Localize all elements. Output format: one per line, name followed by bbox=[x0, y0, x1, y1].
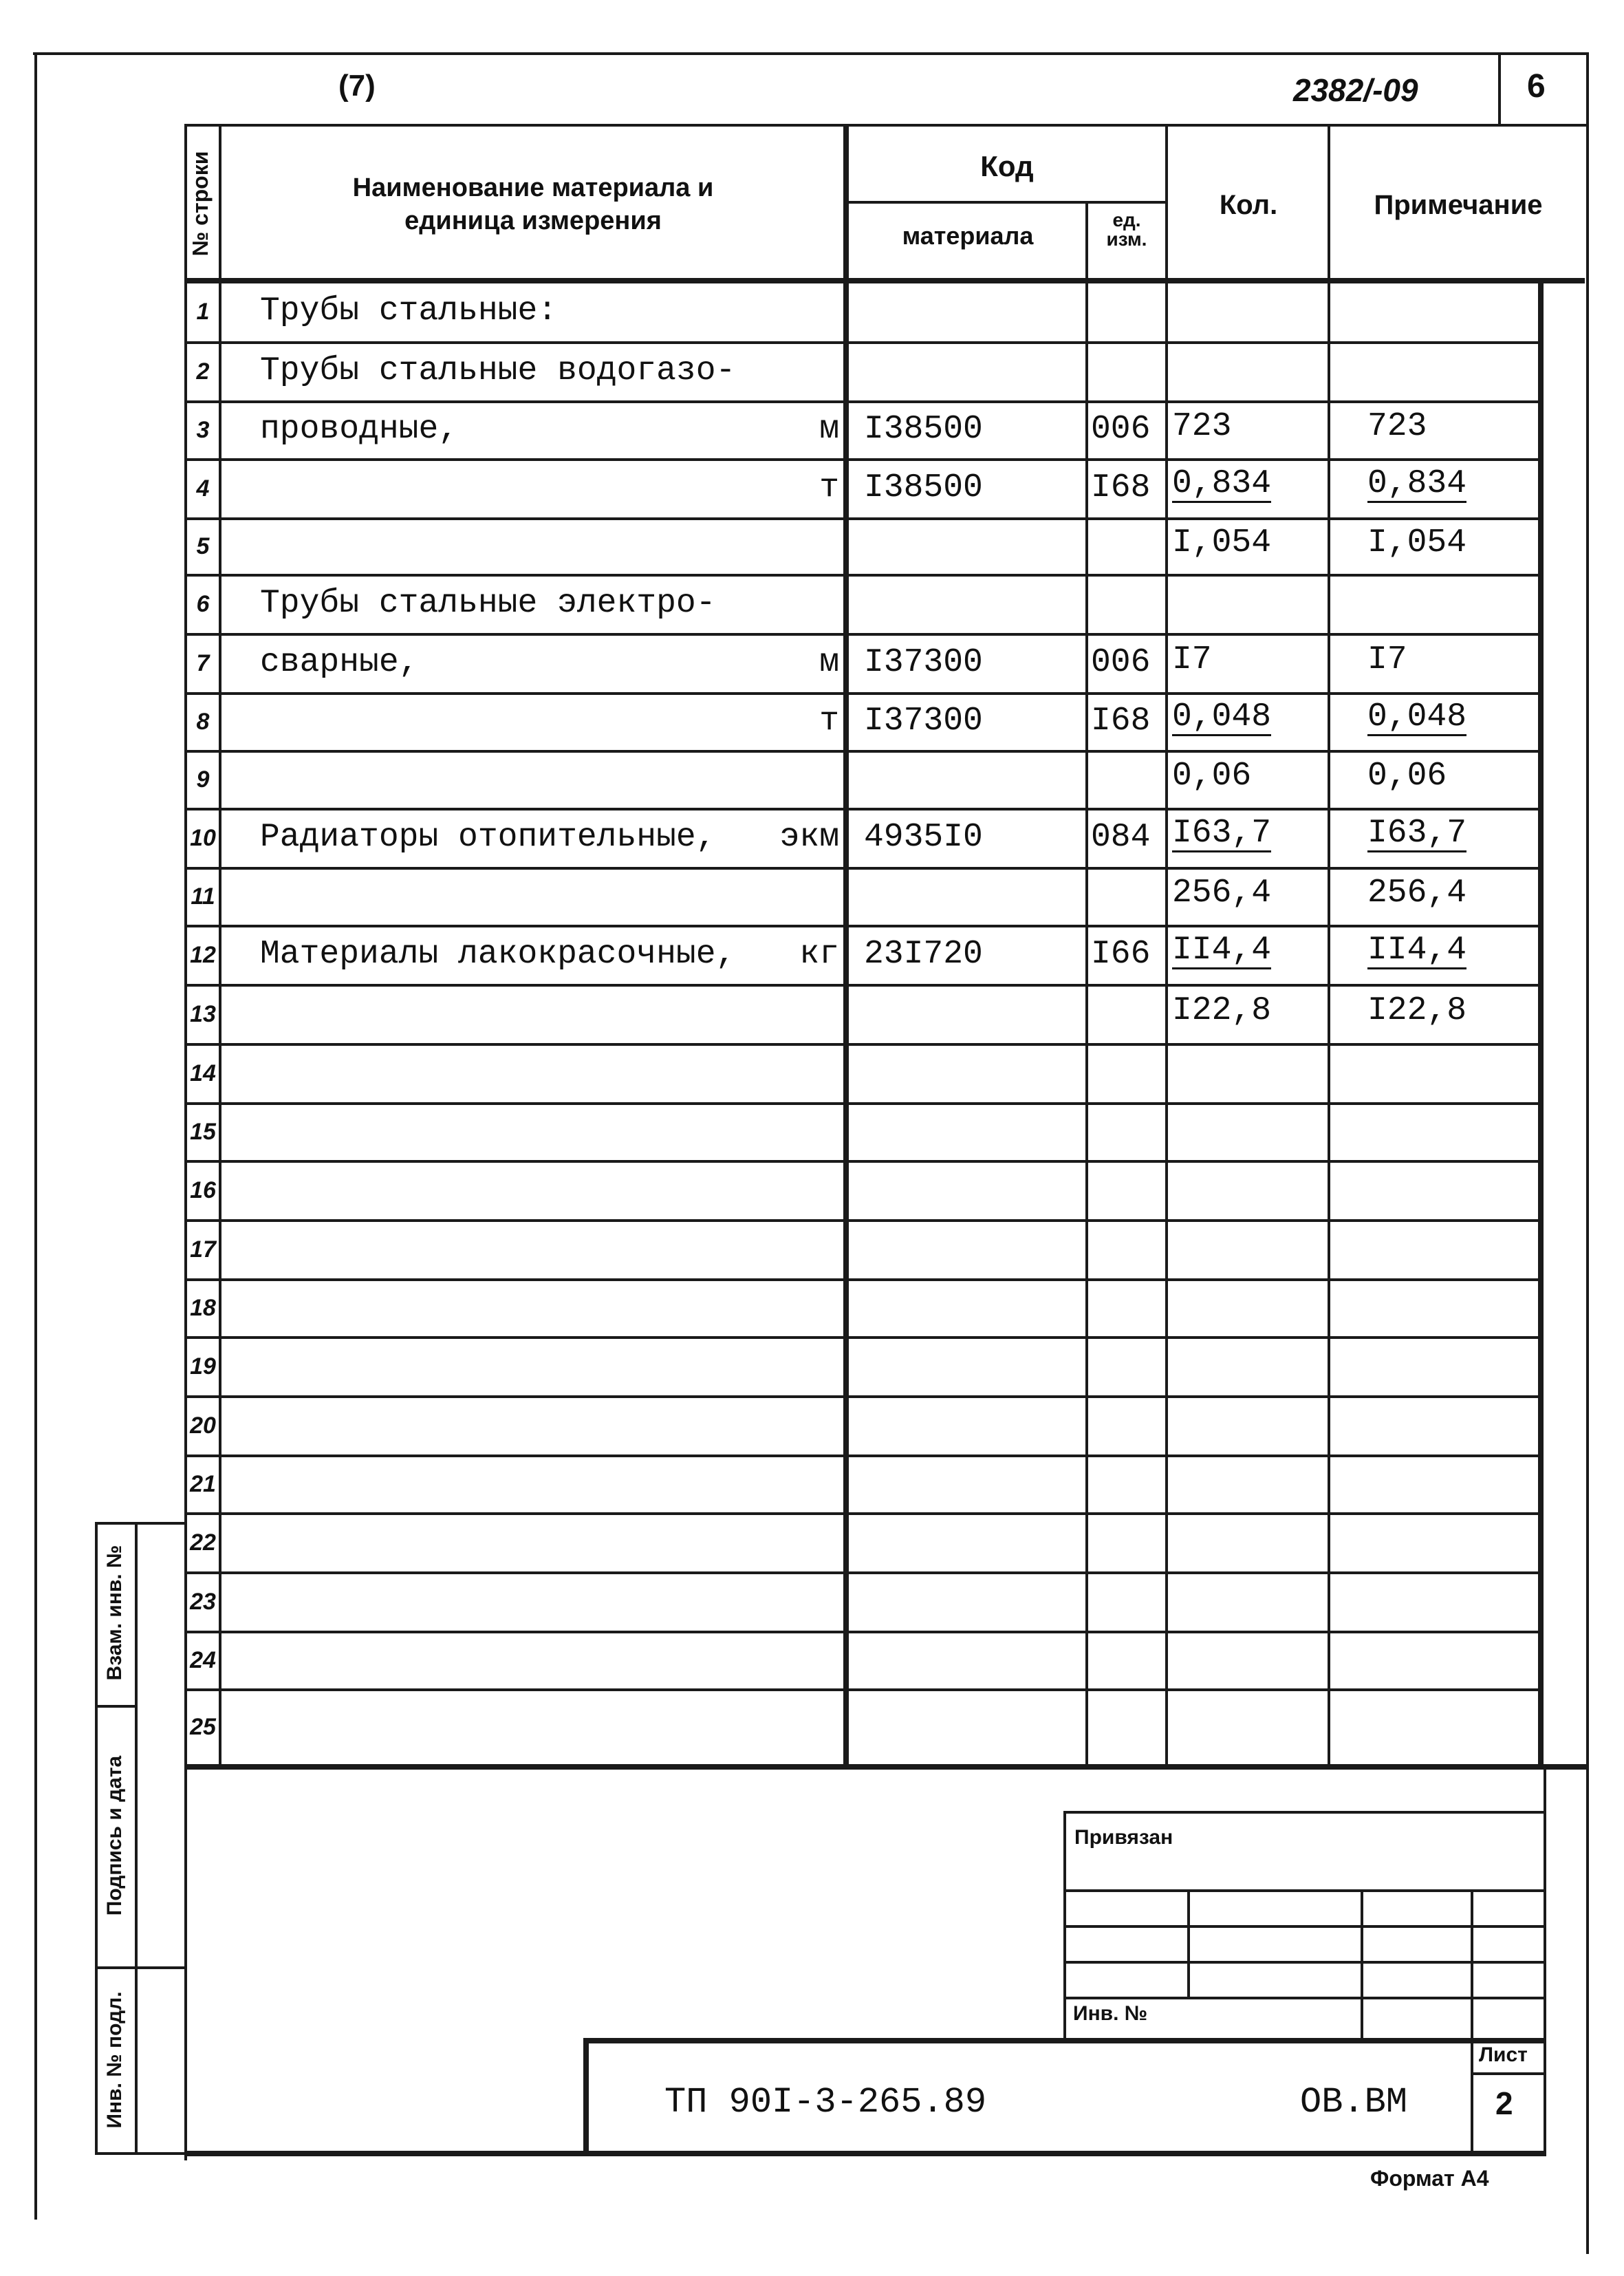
row-divider bbox=[186, 1160, 1541, 1163]
material-code: I38500 bbox=[864, 469, 983, 506]
quantity: I63,7 bbox=[1172, 815, 1272, 852]
row-number: 11 bbox=[191, 883, 215, 910]
row-divider bbox=[186, 574, 1541, 577]
unit-label: кг bbox=[799, 936, 839, 973]
note: 723 bbox=[1367, 408, 1427, 445]
name-header: Наименование материала и единица измерения bbox=[352, 173, 714, 235]
row-divider bbox=[186, 984, 1541, 987]
row-divider bbox=[186, 633, 1541, 636]
doc-mark: ОВ.ВМ bbox=[1300, 2082, 1408, 2123]
row-number: 21 bbox=[190, 1471, 216, 1497]
sheet-ref: (7) bbox=[338, 69, 376, 103]
row-divider bbox=[186, 517, 1541, 520]
quantity: II4,4 bbox=[1172, 932, 1272, 969]
list-value: 2 bbox=[1495, 2085, 1513, 2121]
note-col-left bbox=[1328, 124, 1330, 1770]
material-header: материала bbox=[902, 222, 1034, 250]
row-divider bbox=[186, 1454, 1541, 1457]
page-number-box-left bbox=[1498, 52, 1501, 127]
row-divider bbox=[186, 1512, 1541, 1515]
row-divider bbox=[186, 867, 1541, 870]
tb-col-2 bbox=[1361, 1889, 1363, 2042]
row-divider bbox=[186, 1219, 1541, 1222]
material-code: I38500 bbox=[864, 411, 983, 448]
tb-inv-no: Инв. № bbox=[1073, 2002, 1148, 2025]
unit-label: т bbox=[819, 469, 839, 506]
material-name: Трубы стальные электро- bbox=[260, 585, 716, 622]
row-number: 1 bbox=[196, 299, 210, 325]
tb-right bbox=[1544, 1768, 1546, 2155]
unit-code: I66 bbox=[1091, 936, 1151, 973]
row-number: 2 bbox=[196, 358, 210, 385]
row-number: 6 bbox=[196, 591, 210, 617]
tb-col-3 bbox=[1471, 1889, 1473, 2152]
tb-main-left bbox=[583, 2038, 589, 2155]
page-number: 6 bbox=[1527, 68, 1546, 105]
note: I22,8 bbox=[1367, 992, 1467, 1029]
doc-code: ТП 90I-3-265.89 bbox=[664, 2082, 987, 2123]
unit-label: т bbox=[819, 702, 839, 740]
row-divider bbox=[186, 692, 1541, 695]
unit-label: м bbox=[819, 644, 839, 681]
qty-header: Кол. bbox=[1219, 190, 1278, 220]
note: I,054 bbox=[1367, 524, 1467, 561]
quantity: 723 bbox=[1172, 408, 1232, 445]
row-divider bbox=[186, 1395, 1541, 1398]
unit-code: 084 bbox=[1091, 819, 1151, 856]
row-number: 16 bbox=[190, 1177, 216, 1203]
quantity: I,054 bbox=[1172, 524, 1272, 561]
unit-code: 006 bbox=[1091, 411, 1151, 448]
unit-label: экм bbox=[779, 819, 839, 856]
tb-privyazan: Привязан bbox=[1074, 1826, 1173, 1849]
table-header-bottom bbox=[184, 278, 1585, 283]
row-divider bbox=[186, 925, 1541, 927]
material-name: Материалы лакокрасочные, bbox=[260, 936, 736, 973]
quantity: 256,4 bbox=[1172, 874, 1272, 912]
note: II4,4 bbox=[1367, 932, 1467, 969]
quantity: I7 bbox=[1172, 641, 1212, 678]
note: 0,834 bbox=[1367, 465, 1467, 502]
tb-main-top bbox=[583, 2038, 1546, 2043]
row-number: 19 bbox=[190, 1353, 216, 1379]
unit-code: I68 bbox=[1091, 469, 1151, 506]
row-number: 23 bbox=[190, 1589, 216, 1615]
note: I63,7 bbox=[1367, 815, 1467, 852]
stamp-podpis-label: Подпись и дата bbox=[103, 1755, 126, 1916]
quantity: 0,834 bbox=[1172, 465, 1272, 502]
unit-code: I68 bbox=[1091, 702, 1151, 740]
row-divider bbox=[186, 1043, 1541, 1046]
row-number: 17 bbox=[190, 1236, 216, 1263]
row-divider bbox=[186, 341, 1541, 344]
row-number: 13 bbox=[190, 1001, 216, 1027]
stamp-inv-podl-label: Инв. № подл. bbox=[103, 1991, 126, 2129]
row-number: 20 bbox=[190, 1413, 216, 1439]
row-divider bbox=[186, 400, 1541, 403]
frame-left bbox=[34, 52, 37, 2220]
row-number: 24 bbox=[190, 1647, 216, 1673]
note: I7 bbox=[1367, 641, 1407, 678]
row-number: 8 bbox=[196, 709, 210, 735]
unit-label: м bbox=[819, 411, 839, 448]
tb-main-bottom bbox=[184, 2151, 1546, 2156]
format-label: Формат А4 bbox=[1370, 2166, 1489, 2191]
row-number: 4 bbox=[196, 475, 210, 502]
row-no-header: № строки bbox=[188, 151, 213, 257]
row-number: 9 bbox=[196, 766, 210, 793]
row-divider bbox=[186, 1336, 1541, 1339]
material-name: Трубы стальные водогазо- bbox=[260, 352, 736, 389]
row-divider bbox=[186, 808, 1541, 810]
rownum-col-right bbox=[219, 124, 221, 1770]
material-name: проводные, bbox=[260, 411, 459, 448]
table-top-line bbox=[184, 124, 1589, 127]
material-code: 23I720 bbox=[864, 936, 983, 973]
tb-col-1 bbox=[1187, 1889, 1190, 1999]
row-number: 10 bbox=[190, 825, 216, 851]
quantity: 0,048 bbox=[1172, 698, 1272, 736]
row-number: 22 bbox=[190, 1529, 216, 1556]
row-number: 14 bbox=[190, 1060, 216, 1086]
stamp-inner-col bbox=[135, 1522, 138, 2155]
row-divider bbox=[186, 458, 1541, 461]
note-header: Примечание bbox=[1374, 190, 1543, 220]
row-divider bbox=[186, 1278, 1541, 1281]
material-name: Радиаторы отопительные, bbox=[260, 819, 716, 856]
quantity: 0,06 bbox=[1172, 758, 1252, 795]
row-divider bbox=[186, 1102, 1541, 1105]
row-divider bbox=[186, 1571, 1541, 1574]
table-bottom bbox=[184, 1764, 1589, 1770]
quantity: I22,8 bbox=[1172, 992, 1272, 1029]
tb-list-divider bbox=[1471, 2072, 1545, 2075]
row-divider bbox=[186, 750, 1541, 753]
material-code: 4935I0 bbox=[864, 819, 983, 856]
unit-header: ед. изм. bbox=[1106, 209, 1147, 250]
note: 256,4 bbox=[1367, 874, 1467, 912]
tb-privyazan-top bbox=[1063, 1811, 1545, 1814]
row-divider bbox=[186, 1688, 1541, 1691]
frame-top bbox=[33, 52, 1589, 55]
material-code: I37300 bbox=[864, 702, 983, 740]
table-right-thick bbox=[1538, 281, 1544, 1770]
material-code: I37300 bbox=[864, 644, 983, 681]
list-label: Лист bbox=[1479, 2043, 1528, 2066]
row-number: 12 bbox=[190, 942, 216, 968]
row-number: 18 bbox=[190, 1295, 216, 1321]
row-number: 15 bbox=[190, 1119, 216, 1145]
stamp-outer-left bbox=[95, 1522, 98, 2155]
code-header: Код bbox=[980, 150, 1034, 182]
row-divider bbox=[186, 1631, 1541, 1633]
qty-col-left bbox=[1165, 124, 1168, 1770]
row-number: 3 bbox=[196, 417, 210, 443]
note: 0,06 bbox=[1367, 758, 1447, 795]
code-col-left bbox=[843, 124, 849, 1770]
note: 0,048 bbox=[1367, 698, 1467, 736]
row-number: 5 bbox=[196, 533, 210, 559]
material-name: сварные, bbox=[260, 644, 419, 681]
material-name: Трубы стальные: bbox=[260, 292, 558, 330]
unit-code: 006 bbox=[1091, 644, 1151, 681]
row-number: 25 bbox=[190, 1714, 216, 1740]
row-number: 7 bbox=[196, 650, 210, 676]
code-subheader-line bbox=[846, 201, 1168, 204]
doc-number: 2382/-09 bbox=[1293, 72, 1418, 108]
frame-right bbox=[1586, 52, 1589, 2254]
stamp-vzam-label: Взам. инв. № bbox=[103, 1545, 126, 1681]
